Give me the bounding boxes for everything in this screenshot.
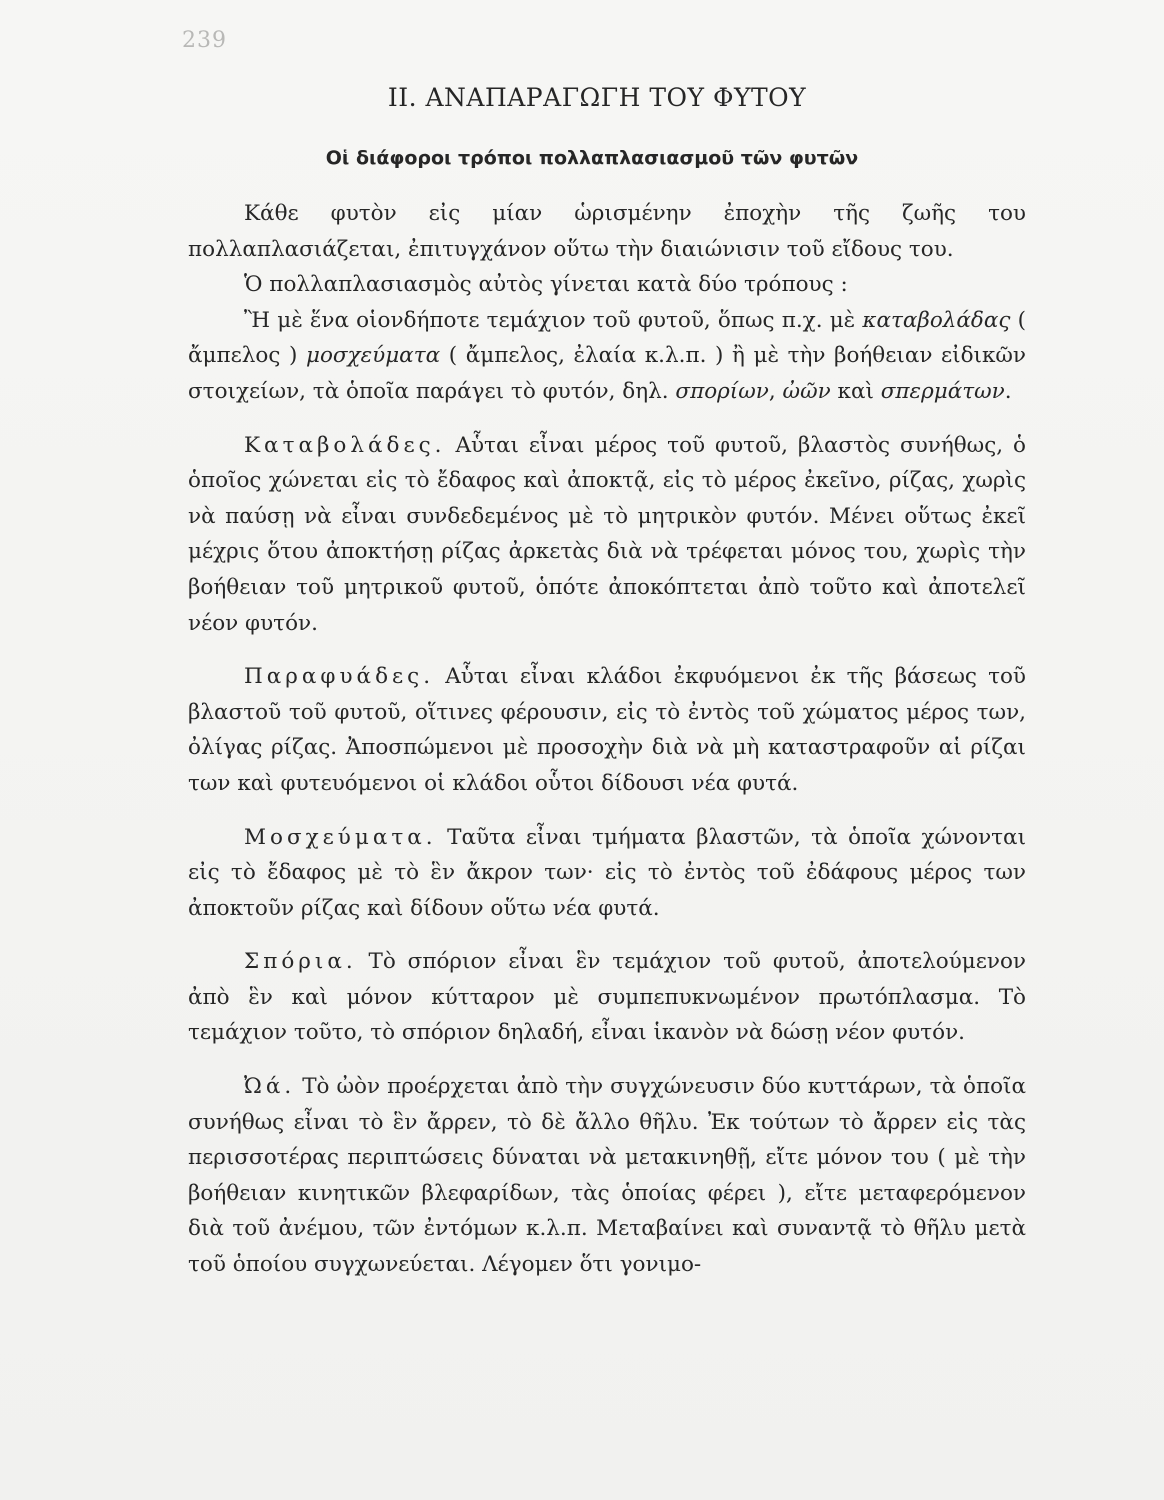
term-spermata: σπερμάτων [880,378,1005,404]
heading-oa: Ὠά. [244,1074,296,1100]
text-run: ( ἄμπελος ) [188,307,1026,369]
paragraph-katavolades [188,428,1026,642]
text-run: Αὗται εἶναι κλάδοι ἐκφυόμενοι ἐκ τῆς βάσεως τοῦ βλαστοῦ τοῦ φυτοῦ, οἵτινες φέρουσιν, εἰς τὸ ἐντὸς τοῦ χώματος μέρος των, ὀλίγας ρίζας. Ἀποσπώμενοι μὲ προσοχὴν διὰ νὰ μὴ καταστραφοῦν αἱ ρίζαι των καὶ φυτευόμενοι οἱ κλάδοι οὗτοι δίδουσι νέα φυτά. [188,664,1026,796]
section-subtitle: Οἱ διάφοροι τρόποι πολλαπλασιασμοῦ τῶν φυτῶν [325,147,859,169]
paragraph-parafyades [188,659,1026,801]
text-run: . [1004,378,1012,404]
paragraph-two-ways: Ὁ πολλαπλασιασμὸς αὐτὸς γίνεται κατὰ δύο τρόπους : [244,272,848,298]
term-katavolades: καταβολάδας [862,307,1011,333]
text-run: Ἢ μὲ ἕνα οἱονδήποτε τεμάχιον τοῦ φυτοῦ, ὅπως π.χ. μὲ [244,307,863,333]
text-run: Αὗται εἶναι μέρος τοῦ φυτοῦ, βλαστὸς συνήθως, ὁ ὁποῖος χώνεται εἰς τὸ ἔδαφος καὶ ἀποκτᾷ, εἰς τὸ μέρος ἐκεῖνο, ρίζας, χωρὶς νὰ παύσῃ νὰ εἶναι συνδεδεμένος μὲ τὸ μητρικὸν φυτόν. Μένει οὕτως ἐκεῖ μέχρις ὅτου ἀποκτήσῃ ρίζας ἀρκετὰς διὰ νὰ τρέφεται μόνος του, χωρὶς τὴν βοήθειαν τοῦ μητρικοῦ φυτοῦ, ὁπότε ἀποκόπτεται ἀπὸ τοῦτο καὶ ἀποτελεῖ νέον φυτόν. [188,432,1026,636]
term-sporia: σπορίων [675,378,769,404]
heading-parafyades: Παραφυάδες. [244,664,435,690]
body-text [188,196,1026,1283]
paragraph-intro: Κάθε φυτὸν εἰς μίαν ὡρισμένην ἐποχὴν τῆς ζωῆς του πολλαπλασιάζεται, ἐπιτυγχάνον οὕτω τὴν διαιώνισιν τοῦ εἴδους του. [188,201,1026,262]
term-oa: ὠῶν [782,378,831,404]
text-run: Τὸ σπόριον εἶναι ἓν τεμάχιον τοῦ φυτοῦ, ἀποτελούμενον ἀπὸ ἓν καὶ μόνον κύτταρον μὲ συμπεπυκνωμένον πρωτόπλασμα. Τὸ τεμάχιον τοῦτο, τὸ σπόριον δηλαδή, εἶναι ἱκανὸν νὰ δώσῃ νέον φυτόν. [188,949,1026,1046]
text-run: Τὸ ὠὸν προέρχεται ἀπὸ τὴν συγχώνευσιν δύο κυττάρων, τὰ ὁποῖα συνήθως εἶναι τὸ ἓν ἄρρεν, τὸ δὲ ἄλλο θῆλυ. Ἐκ τούτων τὸ ἄρρεν εἰς τὰς περισσοτέρας περιπτώσεις δύναται νὰ μετακινηθῇ, εἴτε μόνον του ( μὲ τὴν βοήθειαν κινητικῶν βλεφαρίδων, τὰς ὁποίας φέρει ), εἴτε μεταφερόμενον διὰ τοῦ ἀνέμου, τῶν ἐντόμων κ.λ.π. Μεταβαίνει καὶ συναντᾷ τὸ θῆλυ μετὰ τοῦ ὁποίου συγχωνεύεται. Λέγομεν ὅτι γονιμο- [188,1074,1026,1278]
heading-katavolades: Καταβολάδες. [244,432,446,458]
text-run: , [768,378,783,404]
text-run: Ταῦτα εἶναι τμήματα βλαστῶν, τὰ ὁποῖα χώνονται εἰς τὸ ἔδαφος μὲ τὸ ἓν ἄκρον των· εἰς τὸ ἐντὸς τοῦ ἐδάφους μέρος των ἀποκτοῦν ρίζας καὶ δίδουν οὕτω νέα φυτά. [188,824,1026,921]
heading-moscheumata: Μοσχεύματα. [244,824,437,850]
section-title: II. ΑΝΑΠΑΡΑΓΩΓΗ ΤΟΥ ΦΥΤΟΥ [387,83,807,112]
text-run: ( ἄμπελος, ἐλαία κ.λ.π. ) ἢ μὲ τὴν βοήθειαν εἰδικῶν στοιχείων, τὰ ὁποῖα παράγει τὸ φυτόν, δηλ. [188,343,1026,404]
page-number: 239 [182,28,227,53]
term-moscheumata: μοσχεύματα [305,343,441,369]
paragraph-oa [188,1069,1026,1283]
paragraph-moscheumata [188,820,1026,927]
heading-sporia: Σπόρια. [244,949,357,975]
paragraph-sporia [188,944,1026,1051]
text-run: καὶ [830,378,881,404]
paragraph-methods [188,303,1026,410]
